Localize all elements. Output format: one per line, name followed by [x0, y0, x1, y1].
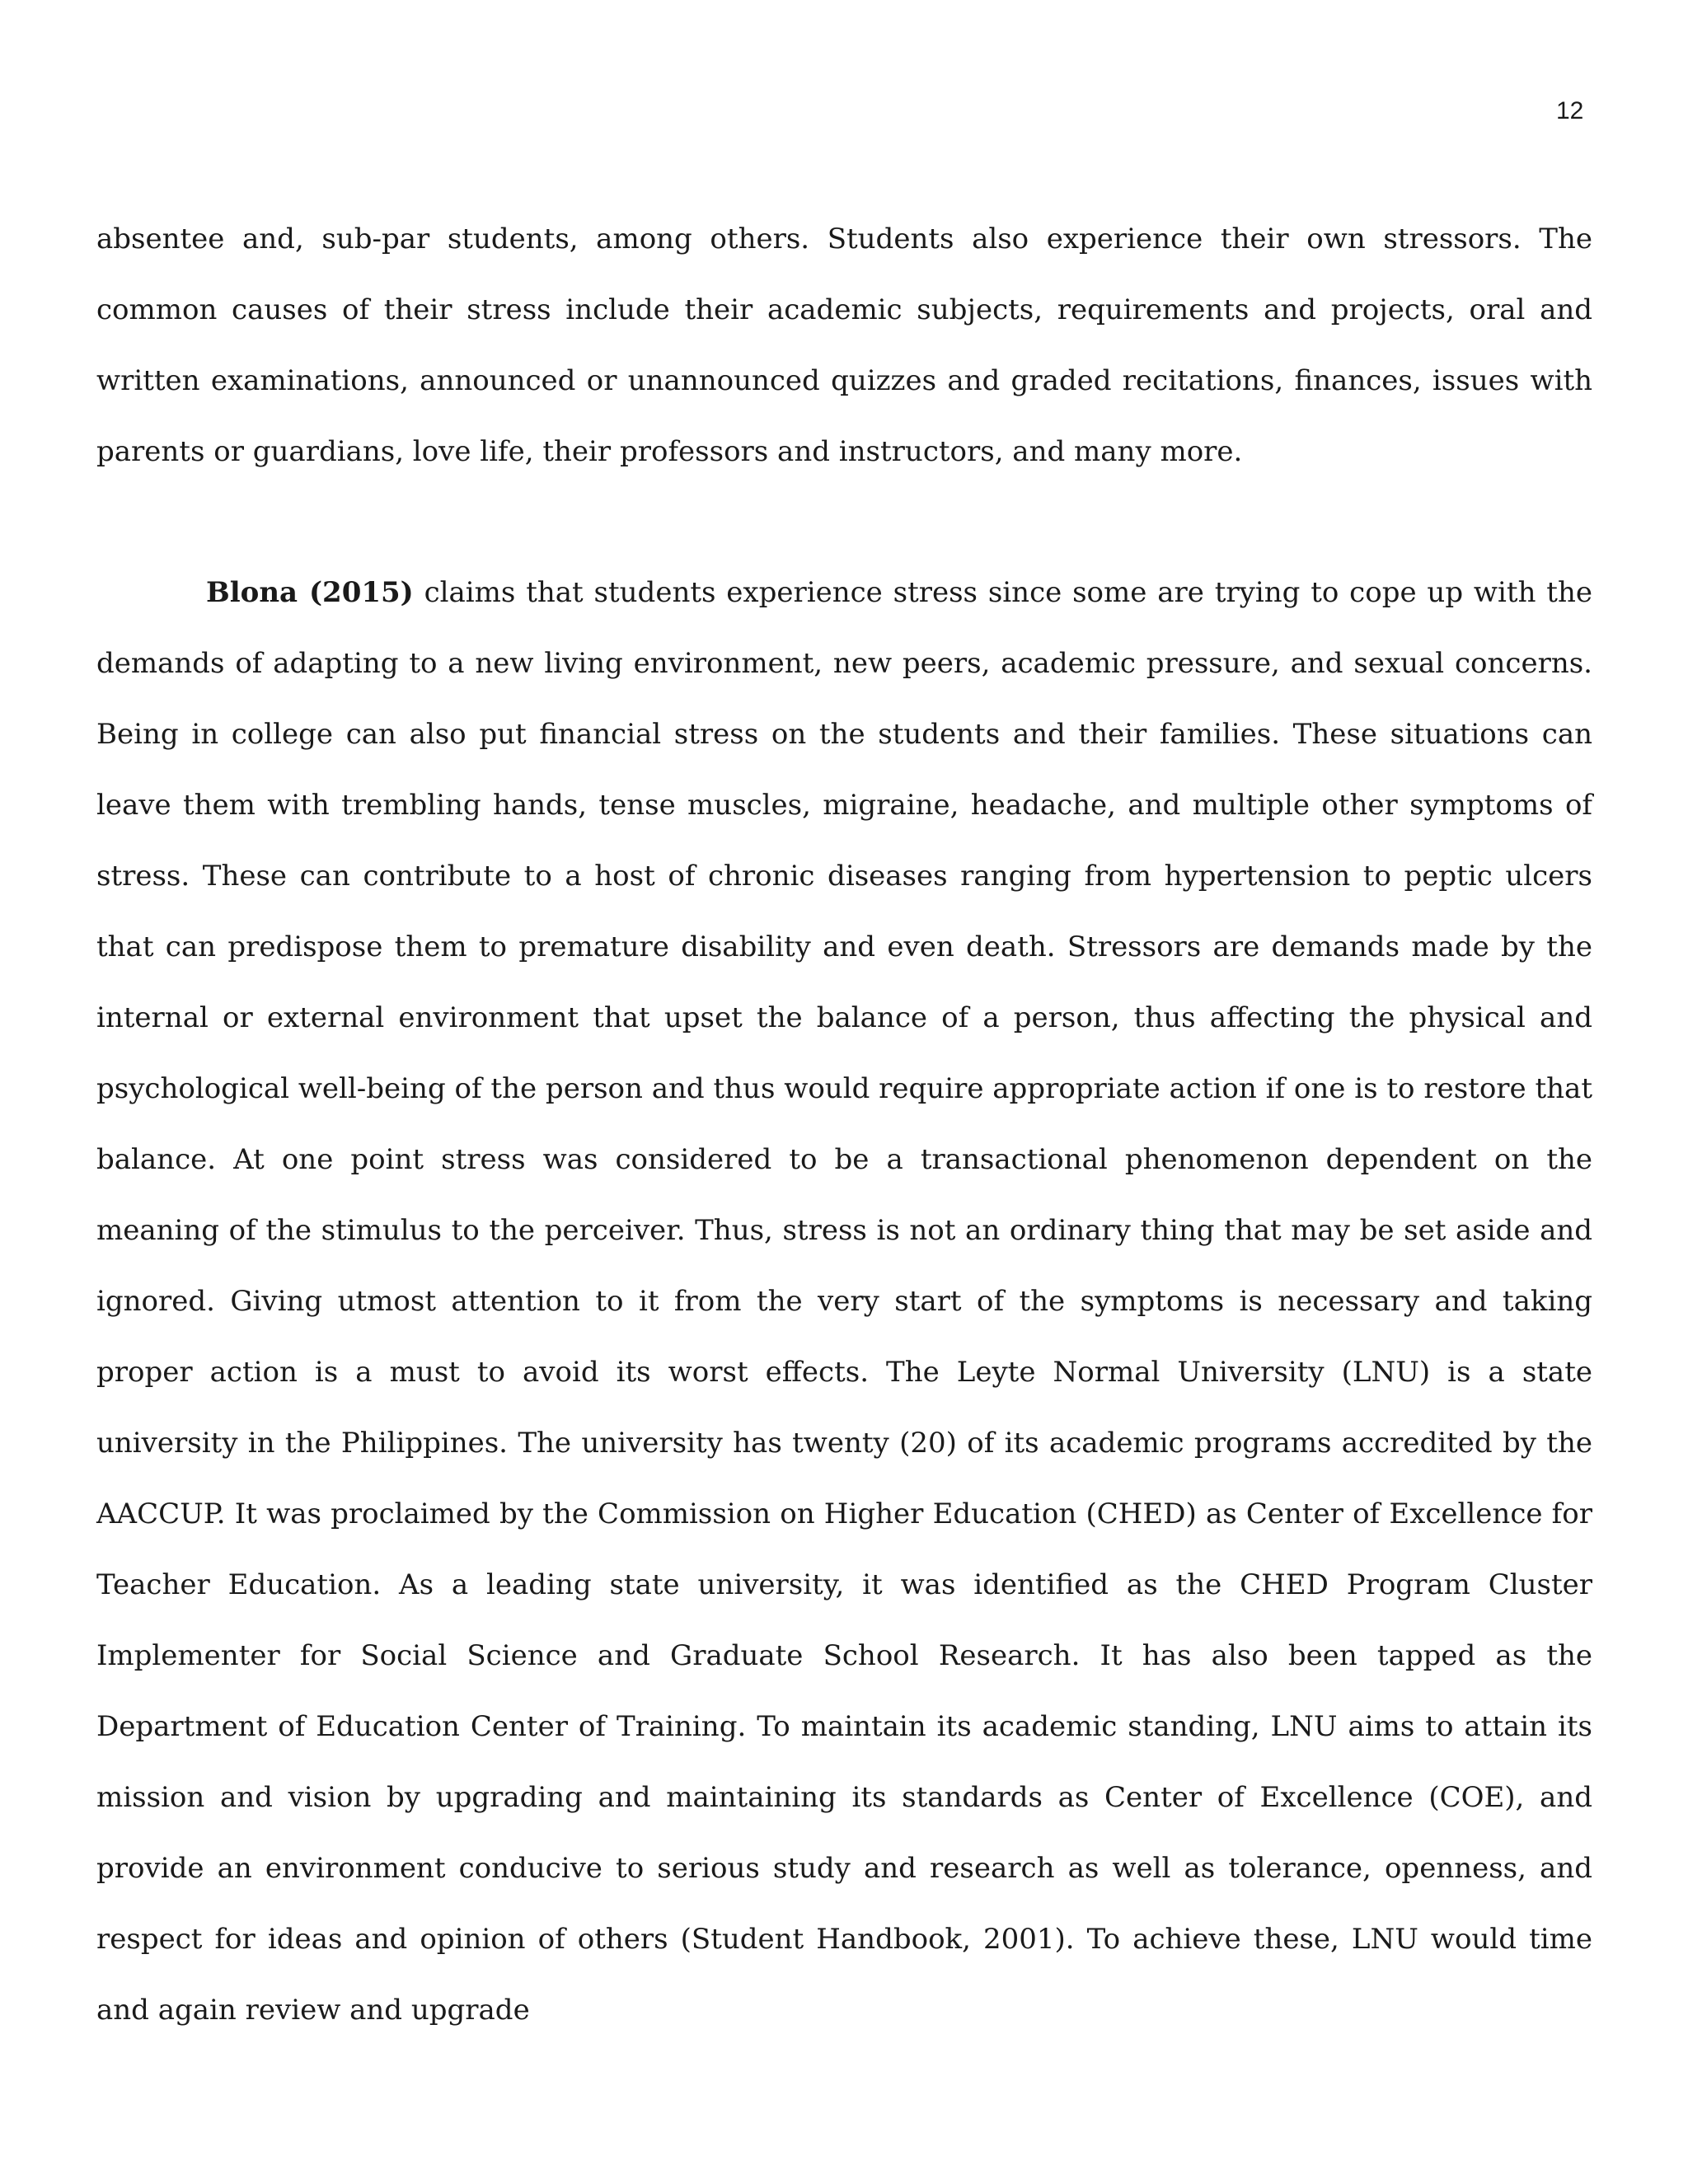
paragraph-continuation: absentee and, sub-par students, among others. Students also experience their own stressors. The common causes of their stress include their academic subjects, requirements and projects, oral and written examinations, announced or unannounced quizzes and graded recitations, finances, issues with parents or guardians, love life, their professors and instructors, and many more. [96, 223, 1592, 468]
page-number: 12 [1556, 97, 1584, 124]
paragraph-blona [96, 557, 1592, 2046]
paragraph-blona-text: claims that students experience stress since some are trying to cope up with the demands of adapting to a new living environment, new peers, academic pressure, and sexual concerns. Being in college can also put financial stress on the students and their families. These situations can leave them with trembling hands, tense muscles, migraine, headache, and multiple other symptoms of stress. These can contribute to a host of chronic diseases ranging from hypertension to peptic ulcers that can predispose them to premature disability and even death. Stressors are demands made by the internal or external environment that upset the balance of a person, thus affecting the physical and psychological well-being of the person and thus would require appropriate action if one is to restore that balance. At one point stress was considered to be a transactional phenomenon dependent on the meaning of the stimulus to the perceiver. Thus, stress is not an ordinary thing that may be set aside and ignored. Giving utmost attention to it from the very start of the symptoms is necessary and taking proper action is a must to avoid its worst effects. The Leyte Normal University (LNU) is a state university in the Philippines. The university has twenty (20) of its academic programs accredited by the AACCUP. It was proclaimed by the Commission on Higher Education (CHED) as Center of Excellence for Teacher Education. As a leading state university, it was identified as the CHED Program Cluster Implementer for Social Science and Graduate School Research. It has also been tapped as the Department of Education Center of Training. To maintain its academic standing, LNU aims to attain its mission and vision by upgrading and maintaining its standards as Center of Excellence (COE), and provide an environment conducive to serious study and research as well as tolerance, openness, and respect for ideas and opinion of others (Student Handbook, 2001). To achieve these, LNU would time and again review and upgrade [96, 576, 1592, 2027]
citation-author: Blona (2015) [206, 576, 414, 609]
